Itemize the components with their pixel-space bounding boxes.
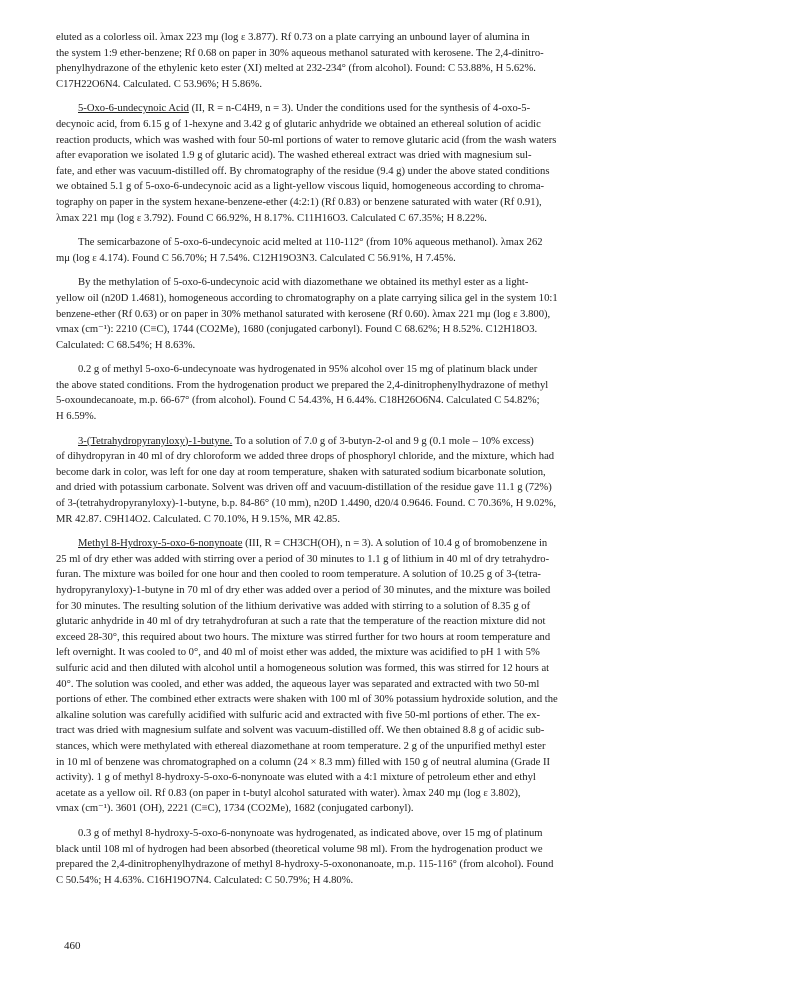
text-line [56,133,757,149]
line-text: phenylhydrazone of the ethylenic keto ester (XI) melted at 232-234° (from alcohol). Found: C 53.88%, H 5.62%. [56,63,536,75]
text-line [56,873,757,889]
text-line [56,101,757,117]
line-text: λmax 221 mμ (log ε 3.792). Found C 66.92%, H 8.17%. C11H16O3. Calculated C 67.35%; H 8.22%. [56,212,487,224]
line-text: the system 1:9 ether-benzene; Rf 0.68 on paper in 30% aqueous methanol saturated with kerosene. The 2,4-dinitro- [56,47,544,59]
paragraph [56,275,757,353]
text-line [56,362,757,378]
line-text: MR 42.87. C9H14O2. Calculated. C 70.10%, H 9.15%, MR 42.85. [56,513,340,525]
text-line [56,148,757,164]
line-text: of dihydropyran in 40 ml of dry chloroform we added three drops of phosphoryl chloride, and the mixture, which had [56,451,555,463]
text-line [56,739,757,755]
line-text: 40°. The solution was cooled, and ether was added, the aqueous layer was separated and extracted with two 50-ml [56,678,540,690]
line-text: and dried with potassium carbonate. Solvent was driven off and vacuum-distillation of the residue gave 11.1 g (72%) [56,482,552,494]
text-line [56,496,757,512]
line-text: yellow oil (n20D 1.4681), homogeneous according to chromatography on a plate carrying silica gel in the system 10:1 [56,292,558,304]
text-line [56,677,757,693]
line-text: left overnight. It was cooled to 0°, and 40 ml of moist ether was added, the mixture was acidified to pH 1 with 5% [56,647,540,659]
line-text: (II, R = n-C4H9, n = 3). Under the conditions used for the synthesis of 4-oxo-5- [188,103,531,115]
text-line [56,338,757,354]
line-text: To a solution of 7.0 g of 3-butyn-2-ol and 9 g (0.1 mole – 10% excess) [232,435,534,447]
line-text: alkaline solution was carefully acidified with sulfuric acid and extracted with five 50-ml portions of ether. The ex- [56,709,541,721]
paragraph [56,434,757,528]
text-line [56,512,757,528]
text-line [56,645,757,661]
text-line [56,378,757,394]
text-line [56,164,757,180]
line-text: H 6.59%. [56,411,97,423]
line-text: sulfuric acid and then diluted with alcohol until a homogeneous solution was formed, this was stirred for 12 hours at [56,662,550,674]
text-line [56,567,757,583]
section-heading: 3-(Tetrahydropyranyloxy)-1-butyne. [78,435,233,447]
line-text: stances, which were methylated with ethereal diazomethane at room temperature. 2 g of the unpurified methyl ester [56,740,546,752]
text-line [56,409,757,425]
line-text: 25 ml of dry ether was added with stirring over a period of 30 minutes to 1.1 g of lithium in 40 ml of dry tetrahydro- [56,553,550,565]
line-text: C 50.54%; H 4.63%. C16H19O7N4. Calculated: C 50.79%; H 4.80%. [56,874,354,886]
line-text: we obtained 5.1 g of 5-oxo-6-undecynoic acid as a light-yellow viscous liquid, homogeneous according to chroma- [56,181,545,193]
line-text: for 30 minutes. The resulting solution of the lithium derivative was added with stirring to a solution of 8.35 g of [56,600,531,612]
line-text: portions of ether. The combined ether extracts were shaken with 100 ml of 30% potassium hydroxide solution, and the [56,694,558,706]
paragraph [56,826,757,888]
line-text: hydropyranyloxy)-1-butyne in 70 ml of dry ether was added over a period of 30 minutes, and the mixture was boiled [56,585,551,596]
text-line [56,599,757,615]
text-line [56,614,757,630]
line-text: furan. The mixture was boiled for one hour and then cooled to room temperature. A solution of 10.25 g of 3-(tetra- [56,569,541,581]
line-text: of 3-(tetrahydropyranyloxy)-1-butyne, b.p. 84-86° (10 mm), n20D 1.4490, d20/4 0.9646. Found. C 70.36%, H 9.02%, [56,498,557,510]
section-heading: Methyl 8-Hydroxy-5-oxo-6-nonynoate [78,538,243,550]
line-text: Calculated: C 68.54%; H 8.63%. [56,339,196,351]
line-text: tract was dried with magnesium sulfate and solvent was vacuum-distilled off. We then obtained 8.8 g of acidic sub- [56,725,545,737]
text-line [56,30,757,46]
text-line [56,393,757,409]
text-line [56,692,757,708]
paragraph [56,536,757,817]
paragraph [56,362,757,424]
text-line [56,630,757,646]
line-text: (III, R = CH3CH(OH), n = 3). A solution of 10.4 g of bromobenzene in [242,538,548,550]
text-line [56,552,757,568]
line-text: The semicarbazone of 5-oxo-6-undecynoic acid melted at 110-112° (from 10% aqueous methanol). λmax 262 [78,237,543,249]
line-text: black until 108 ml of hydrogen had been absorbed (theoretical volume 98 ml). From the hydrogenation product we [56,843,543,855]
line-text: the above stated conditions. From the hydrogenation product we prepared the 2,4-dinitrophenylhydrazone of methyl [56,379,549,391]
text-line [56,708,757,724]
text-line [56,322,757,338]
line-text: prepared the 2,4-dinitrophenylhydrazone of methyl 8-hydroxy-5-oxononanoate, m.p. 115-116° (from alcohol). Found [56,859,554,871]
text-line [56,786,757,802]
text-line [56,195,757,211]
line-text: C17H22O6N4. Calculated. C 53.96%; H 5.86%. [56,78,262,90]
line-text: acetate as a yellow oil. Rf 0.83 (on paper in t-butyl alcohol saturated with water). λmax 240 mμ (log ε 3.802), [56,787,521,799]
text-line [56,755,757,771]
text-line [56,801,757,817]
line-text: eluted as a colorless oil. λmax 223 mμ (log ε 3.877). Rf 0.73 on a plate carrying an unbound layer of alumina in [56,32,530,43]
line-text: reaction products, which was washed with four 50-ml portions of water to remove glutaric acid (from the wash waters [56,134,557,146]
text-line [56,536,757,552]
text-line [56,77,757,93]
line-text: exceed 28-30°, this required about two hours. The mixture was stirred further for two hours at room temperature and [56,631,551,643]
line-text: fate, and ether was vacuum-distilled off. By chromatography of the residue (9.4 g) under the above stated conditions [56,165,550,177]
line-text: 5-oxoundecanoate, m.p. 66-67° (from alcohol). Found C 54.43%, H 6.44%. C18H26O6N4. Calculated C 54.82%; [56,395,540,407]
line-text: after evaporation we isolated 1.9 g of glutaric acid). The washed ethereal extract was dried with magnesium sul- [56,150,532,162]
text-line [56,235,757,251]
paragraph [56,101,757,226]
text-line [56,211,757,227]
line-text: tography on paper in the system hexane-benzene-ether (4:2:1) (Rf 0.83) or benzene saturated with water (Rf 0.91), [56,196,542,208]
text-line [56,770,757,786]
text-line [56,61,757,77]
text-line [56,275,757,291]
text-line [56,251,757,267]
text-line [56,46,757,62]
line-text: decynoic acid, from 6.15 g of 1-hexyne and 3.42 g of glutaric anhydride we obtained an ethereal solution of acidic [56,118,541,130]
line-text: 0.2 g of methyl 5-oxo-6-undecynoate was hydrogenated in 95% alcohol over 15 mg of platinum black under [78,364,538,376]
paragraph [56,30,757,92]
page-number: 460 [64,940,81,952]
line-text: mμ (log ε 4.174). Found C 56.70%; H 7.54%. C12H19O3N3. Calculated C 56.91%, H 7.45%. [56,252,456,264]
text-line [56,179,757,195]
article-body [56,30,757,888]
line-text: in 10 ml of benzene was chromatographed on a column (24 × 8.3 mm) filled with 150 g of neutral alumina (Grade II [56,756,551,768]
line-text: By the methylation of 5-oxo-6-undecynoic acid with diazomethane we obtained its methyl ester as a light- [78,277,529,289]
line-text: glutaric anhydride in 40 ml of dry tetrahydrofuran at such a rate that the temperature of the reaction mixture did not [56,616,546,628]
text-line [56,449,757,465]
line-text: benzene-ether (Rf 0.63) or on paper in 30% methanol saturated with kerosene (Rf 0.60). λmax 221 mμ (log ε 3.800), [56,308,551,320]
text-line [56,723,757,739]
line-text: νmax (cm⁻¹): 2210 (C≡C), 1744 (CO2Me), 1680 (conjugated carbonyl). Found C 68.62%; H 8.52%. C12H18O3. [56,324,538,336]
text-line [56,434,757,450]
text-line [56,465,757,481]
text-line [56,826,757,842]
text-line [56,307,757,323]
line-text: 0.3 g of methyl 8-hydroxy-5-oxo-6-nonynoate was hydrogenated, as indicated above, over 15 mg of platinum [78,827,543,839]
text-line [56,117,757,133]
paragraph [56,235,757,266]
text-line [56,842,757,858]
section-heading: 5-Oxo-6-undecynoic Acid [78,103,189,115]
line-text: become dark in color, was left for one day at room temperature, shaken with saturated sodium bicarbonate solution, [56,466,546,478]
line-text: νmax (cm⁻¹). 3601 (OH), 2221 (C≡C), 1734 (CO2Me), 1682 (conjugated carbonyl). [56,803,414,815]
text-line [56,480,757,496]
text-line [56,291,757,307]
text-line [56,857,757,873]
text-line [56,661,757,677]
text-line [56,583,757,599]
line-text: activity). 1 g of methyl 8-hydroxy-5-oxo-6-nonynoate was eluted with a 4:1 mixture of petroleum ether and ethyl [56,772,536,784]
